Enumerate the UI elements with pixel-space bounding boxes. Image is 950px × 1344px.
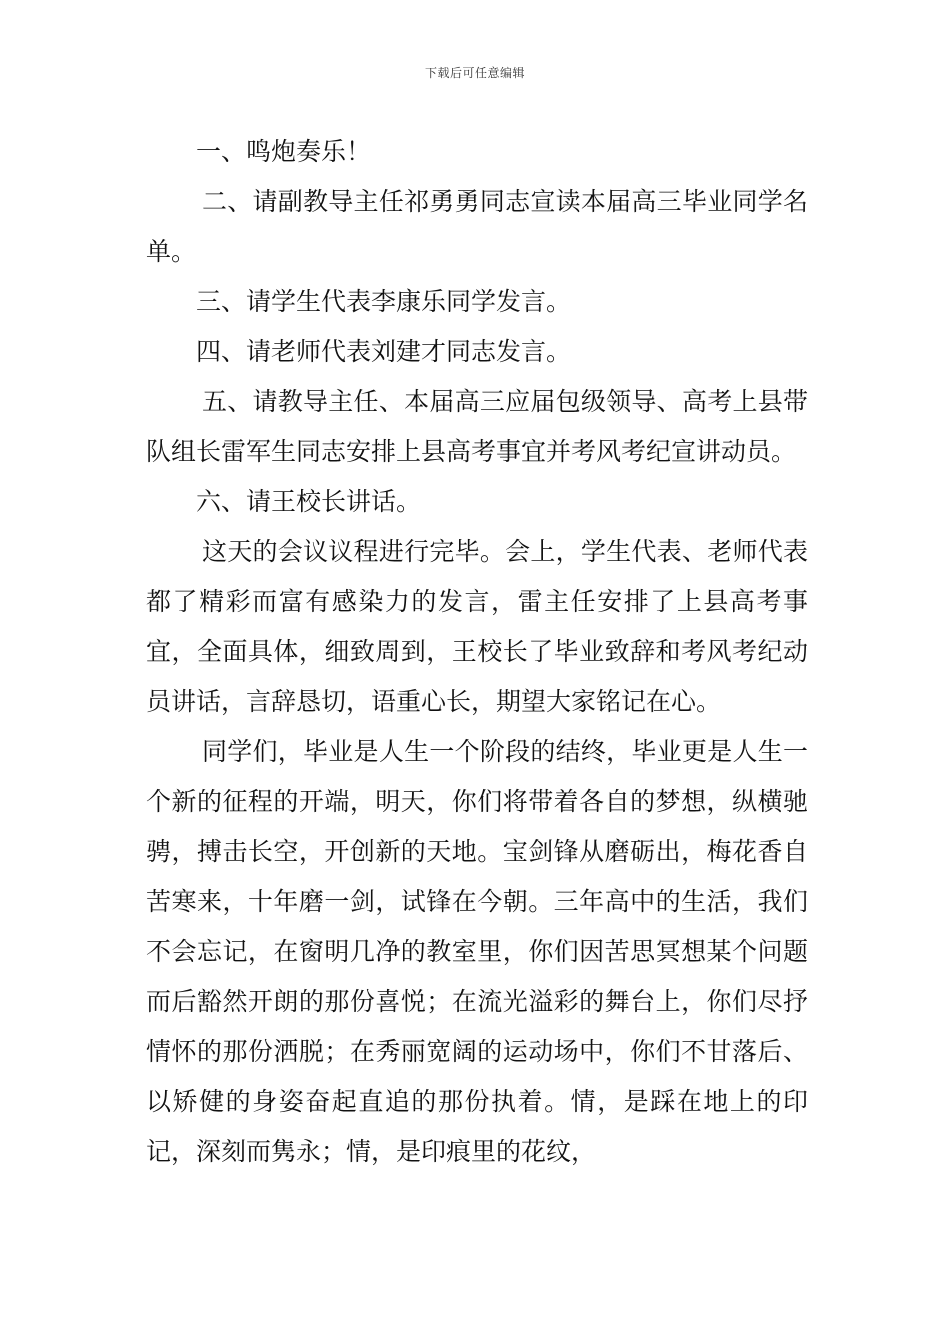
meeting-summary-paragraph: 这天的会议议程进行完毕。会上，学生代表、老师代表都了精彩而富有感染力的发言，雷主任安排了上县高考事宜，全面具体，细致周到，王校长了毕业致辞和考风考纪动员讲话，言辞恳切，语重心长，期望大家铭记在心。 (146, 537, 808, 716)
agenda-item-2: 二、请副教导主任祁勇勇同志宣读本届高三毕业同学名单。 (146, 187, 808, 266)
agenda-item-4: 四、请老师代表刘建才同志发言。 (196, 337, 572, 366)
agenda-item-1: 一、鸣炮奏乐！ (196, 137, 372, 166)
document-body (146, 127, 808, 1177)
agenda-item-3: 三、请学生代表李康乐同学发言。 (196, 287, 572, 316)
agenda-item-6: 六、请王校长讲话。 (196, 487, 422, 516)
agenda-item-5: 五、请教导主任、本届高三应届包级领导、高考上县带队组长雷军生同志安排上县高考事宜并考风考纪宣讲动员。 (146, 387, 808, 466)
speech-paragraph: 同学们，毕业是人生一个阶段的结终，毕业更是人生一个新的征程的开端，明天，你们将带着各自的梦想，纵横驰骋，搏击长空，开创新的天地。宝剑锋从磨砺出，梅花香自苦寒来，十年磨一剑，试锋在今朝。三年高中的生活，我们不会忘记，在窗明几净的教室里，你们因苦思冥想某个问题而后豁然开朗的那份喜悦；在流光溢彩的舞台上，你们尽抒情怀的那份洒脱；在秀丽宽阔的运动场中，你们不甘落后、以矫健的身姿奋起直追的那份执着。情，是踩在地上的印记，深刻而隽永；情，是印痕里的花纹， (146, 737, 808, 1166)
page-header: 下载后可任意编辑 (424, 66, 525, 80)
